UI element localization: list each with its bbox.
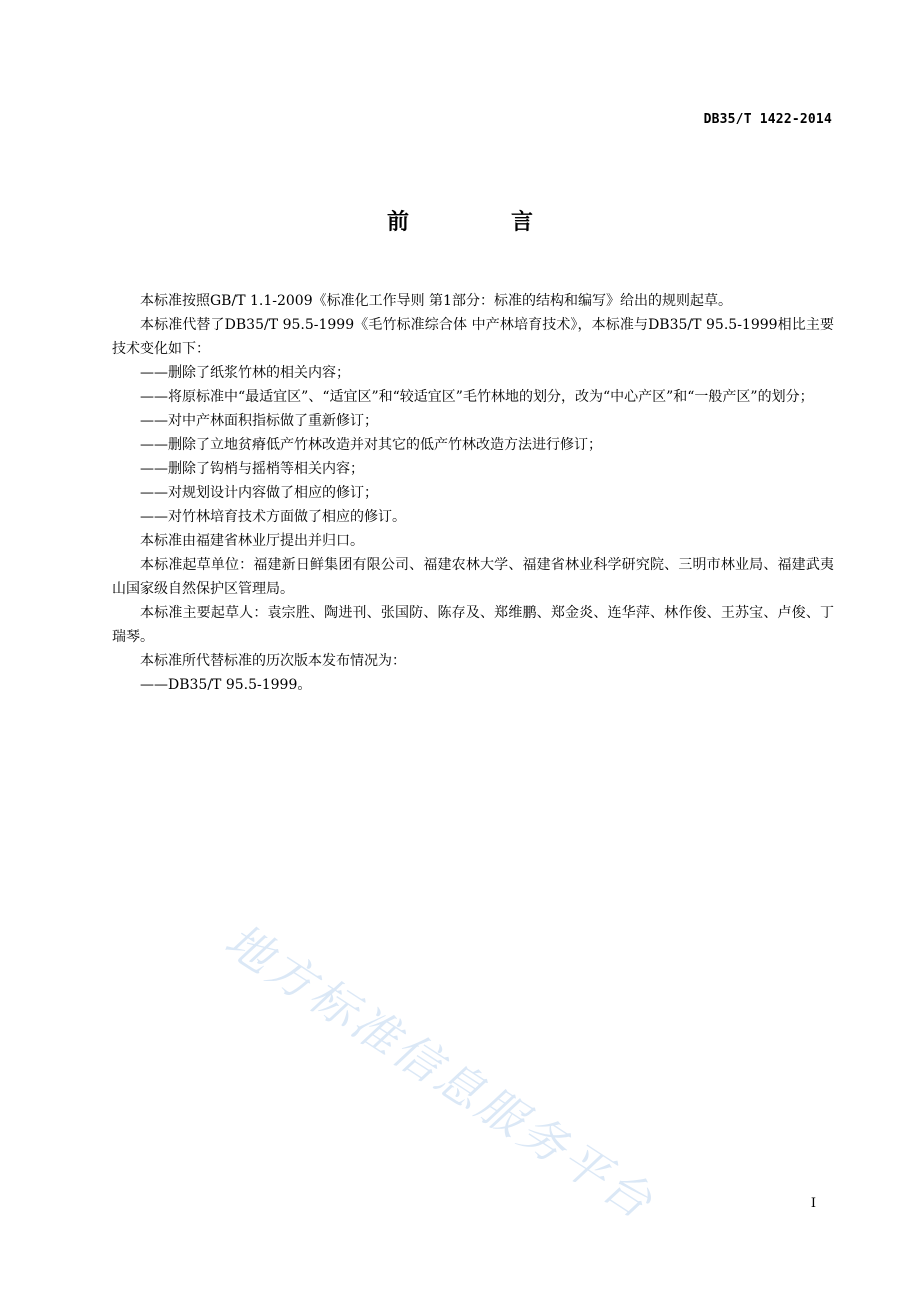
change-item: ——删除了立地贫瘠低产竹林改造并对其它的低产竹林改造方法进行修订； (140, 437, 602, 453)
page-title: 前 言 (386, 210, 573, 235)
change-item: ——将原标准中“最适宜区”、“适宜区”和“较适宜区”毛竹林地的划分，改为“中心产区”和“一般产区”的划分； (140, 389, 814, 405)
change-item: ——对中产林面积指标做了重新修订； (140, 413, 378, 429)
paragraph-drafting-rule: 本标准按照GB/T 1.1-2009《标准化工作导则 第1部分：标准的结构和编写》给出的规则起草。 (140, 293, 732, 309)
page-number: I (810, 1196, 816, 1211)
history-item: ——DB35/T 95.5-1999。 (140, 677, 312, 693)
change-item: ——删除了钩梢与摇梢等相关内容； (140, 461, 364, 477)
paragraph-drafters: 本标准主要起草人：袁宗胜、陶进刊、张国防、陈存及、郑维鹏、郑金炎、连华萍、林作俊、王苏宝、卢俊、丁瑞琴。 (112, 605, 834, 645)
paragraph-drafting-units: 本标准起草单位：福建新日鲜集团有限公司、福建农林大学、福建省林业科学研究院、三明市林业局、福建武夷山国家级自然保护区管理局。 (112, 557, 834, 597)
watermark: 地方标准信息服务平台 (215, 912, 665, 1231)
paragraph-history-intro: 本标准所代替标准的历次版本发布情况为： (140, 653, 406, 669)
standard-code: DB35/T 1422-2014 (703, 112, 832, 127)
change-item: ——对竹林培育技术方面做了相应的修订。 (140, 509, 406, 525)
foreword-body (112, 289, 834, 697)
paragraph-replacement: 本标准代替了DB35/T 95.5-1999《毛竹标准综合体 中产林培育技术》，本标准与DB35/T 95.5-1999相比主要技术变化如下： (112, 317, 834, 357)
paragraph-proposer: 本标准由福建省林业厅提出并归口。 (140, 533, 364, 549)
change-item: ——删除了纸浆竹林的相关内容； (140, 365, 350, 381)
change-item: ——对规划设计内容做了相应的修订； (140, 485, 378, 501)
